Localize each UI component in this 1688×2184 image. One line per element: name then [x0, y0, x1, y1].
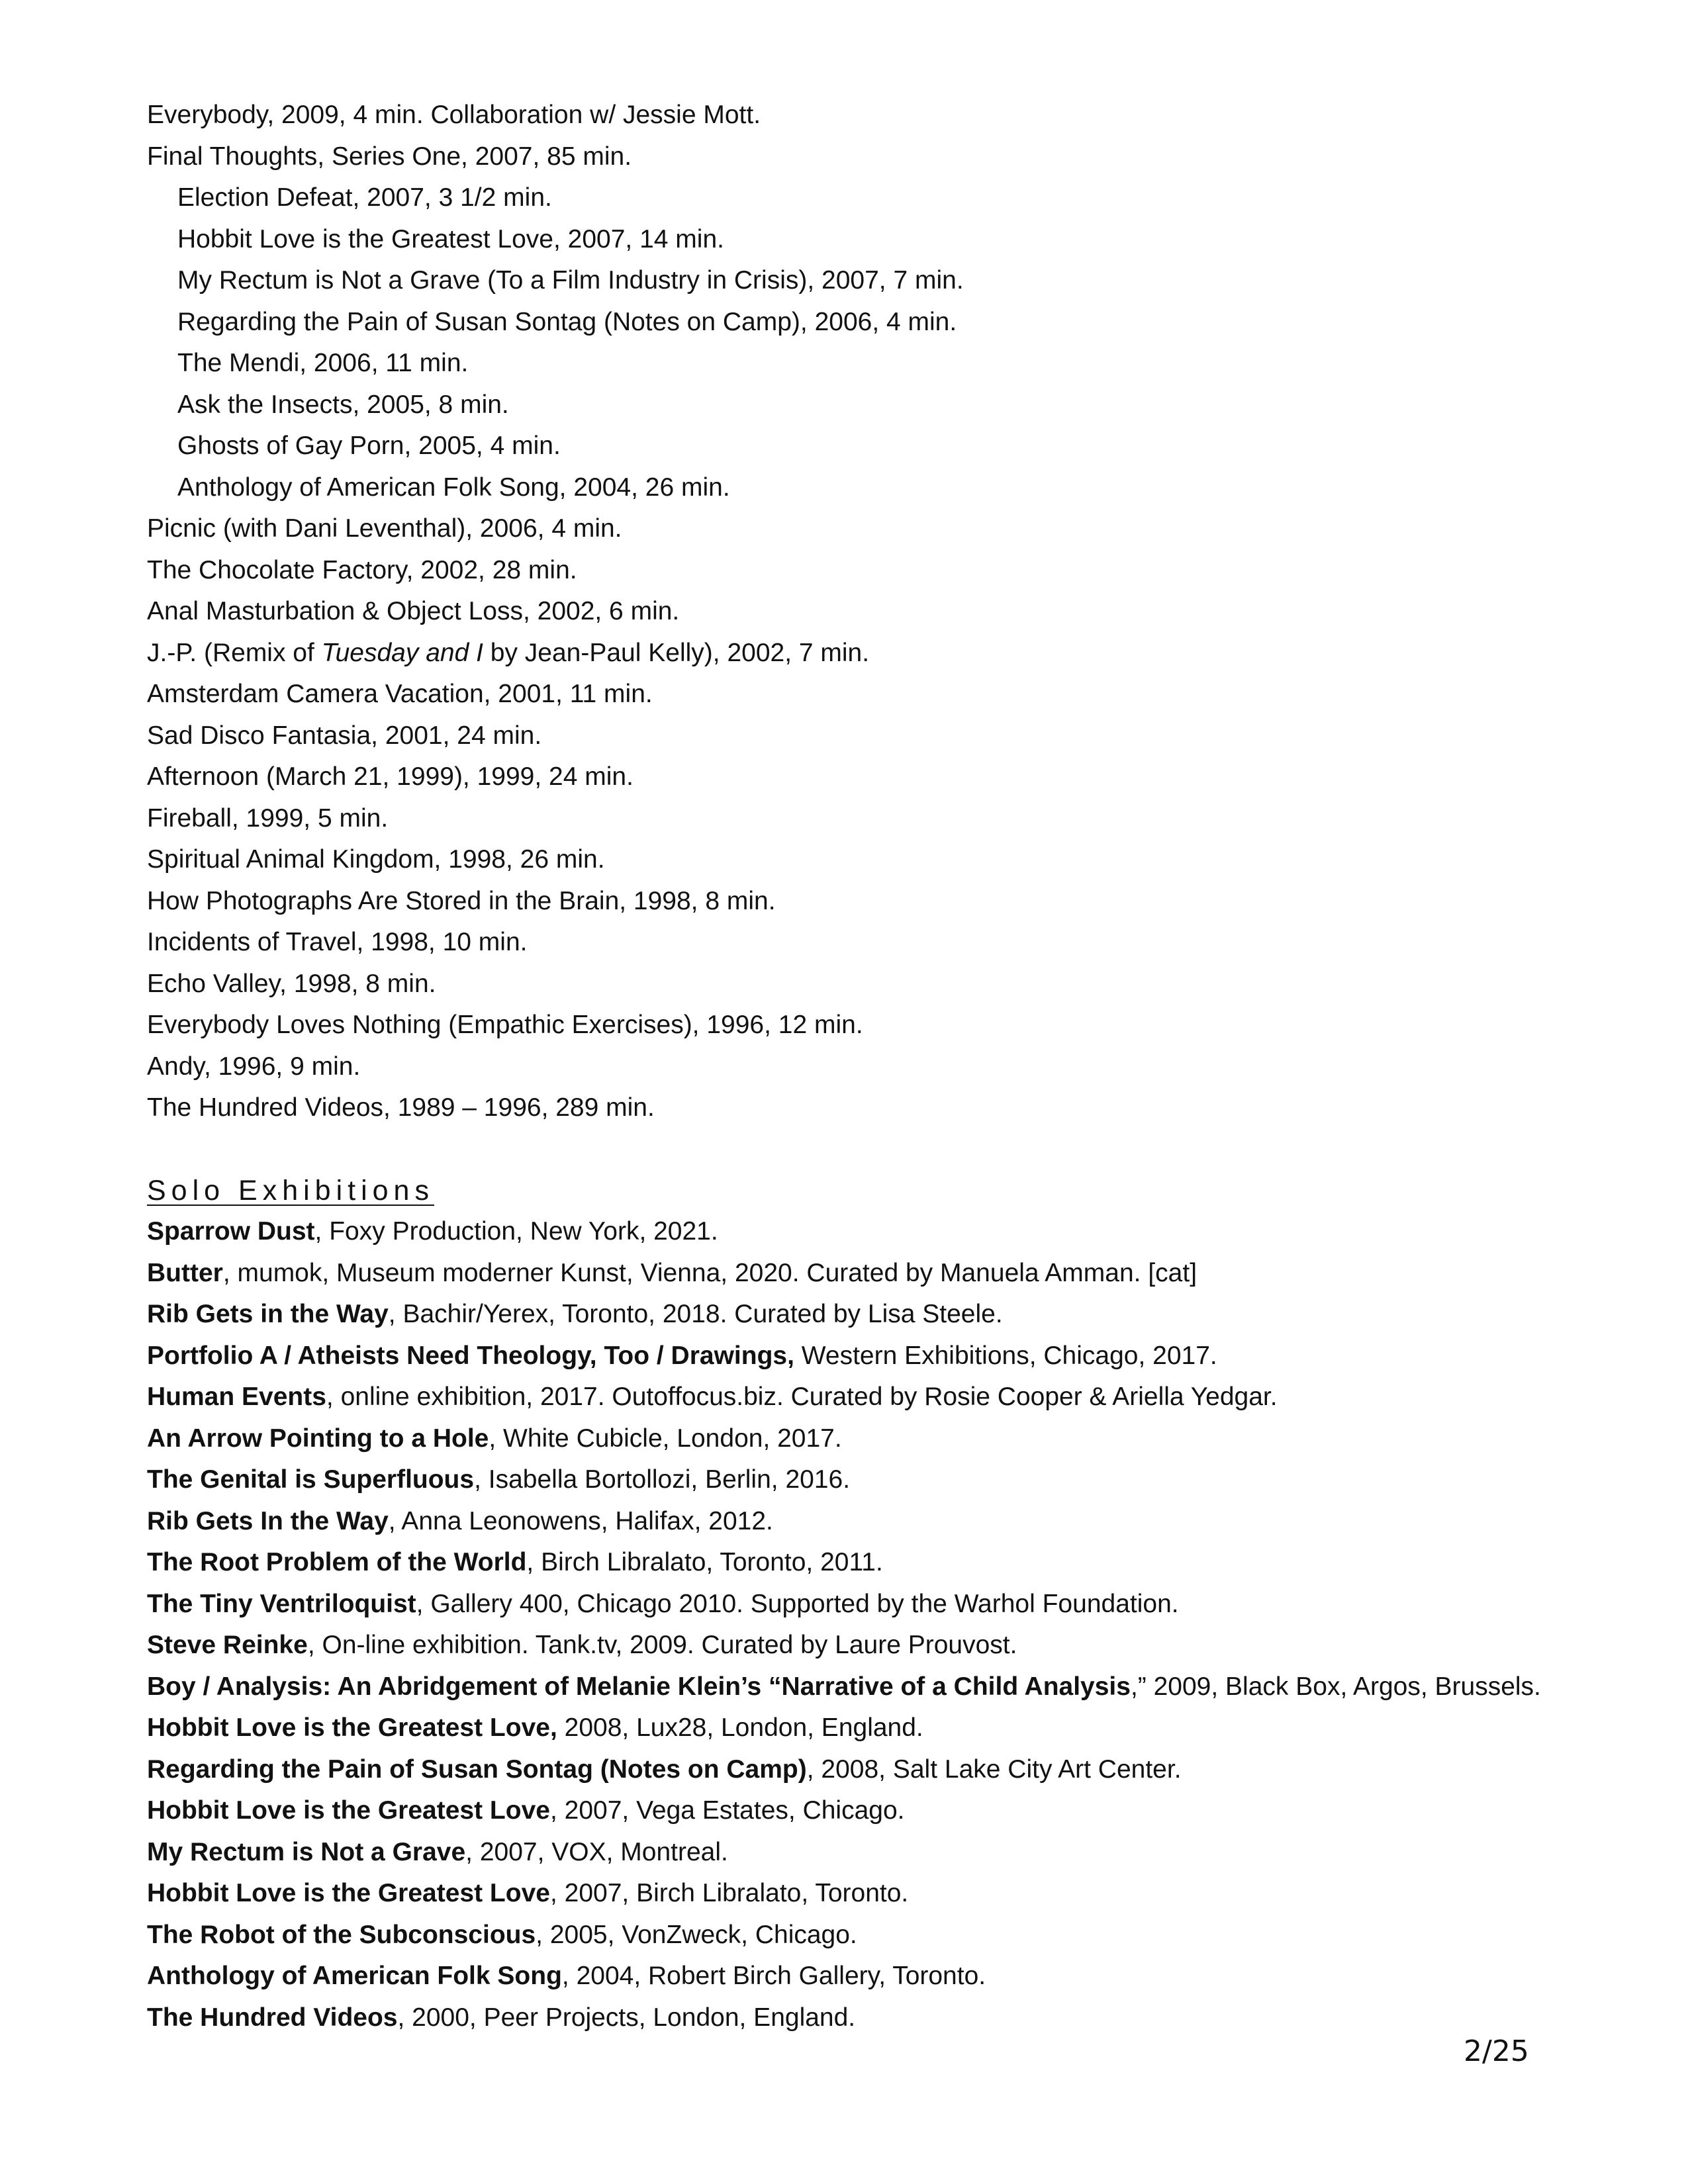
video-entry: Amsterdam Camera Vacation, 2001, 11 min. — [147, 680, 653, 708]
exhibition-details: , 2005, VonZweck, Chicago. — [536, 1920, 857, 1949]
exhibition-title: The Tiny Ventriloquist — [147, 1589, 416, 1618]
video-entry-text: J.-P. (Remix of — [147, 638, 322, 667]
exhibition-details: , 2007, VOX, Montreal. — [465, 1837, 728, 1866]
exhibition-details: , 2004, Robert Birch Gallery, Toronto. — [561, 1962, 986, 1990]
video-entry: Sad Disco Fantasia, 2001, 24 min. — [147, 721, 542, 750]
exhibition-title: Anthology of American Folk Song — [147, 1962, 562, 1990]
exhibition-entry — [147, 1707, 1570, 1749]
exhibition-details: , On-line exhibition. Tank.tv, 2009. Curated by Laure Prouvost. — [307, 1631, 1017, 1659]
exhibition-entry — [147, 1956, 1570, 1997]
video-entry: Anal Masturbation & Object Loss, 2002, 6 min. — [147, 597, 680, 625]
video-entry: Andy, 1996, 9 min. — [147, 1052, 361, 1081]
exhibition-entry — [147, 1915, 1570, 1956]
exhibition-details: Western Exhibitions, Chicago, 2017. — [794, 1341, 1217, 1370]
exhibition-entry — [147, 1501, 1570, 1543]
video-entry: Final Thoughts, Series One, 2007, 85 min. — [147, 142, 632, 171]
video-entry: The Hundred Videos, 1989 – 1996, 289 min. — [147, 1093, 655, 1122]
exhibition-entry — [147, 1873, 1570, 1915]
exhibition-entry — [147, 1749, 1570, 1791]
exhibition-title: Human Events — [147, 1383, 326, 1411]
exhibition-title: The Robot of the Subconscious — [147, 1920, 536, 1949]
solo-exhibitions-list — [147, 1211, 1570, 2038]
exhibition-entry — [147, 1211, 1570, 1253]
exhibition-details: , Anna Leonowens, Halifax, 2012. — [388, 1506, 773, 1535]
exhibition-title: Hobbit Love is the Greatest Love — [147, 1796, 550, 1825]
video-sub-entry: My Rectum is Not a Grave (To a Film Industry in Crisis), 2007, 7 min. — [177, 266, 964, 295]
exhibition-title: Regarding the Pain of Susan Sontag (Notes on Camp) — [147, 1754, 807, 1784]
video-entry: How Photographs Are Stored in the Brain, 1998, 8 min. — [147, 886, 776, 915]
exhibition-details: , mumok, Museum moderner Kunst, Vienna, 2020. Curated by Manuela Amman. [cat] — [222, 1258, 1197, 1287]
exhibition-entry — [147, 1418, 1570, 1460]
exhibition-details: , Isabella Bortollozi, Berlin, 2016. — [474, 1465, 851, 1494]
exhibition-details: , Gallery 400, Chicago 2010. Supported by the Warhol Foundation. — [416, 1589, 1179, 1618]
exhibition-title: My Rectum is Not a Grave — [147, 1837, 466, 1866]
video-entry: Fireball, 1999, 5 min. — [147, 803, 389, 833]
video-entry: Picnic (with Dani Leventhal), 2006, 4 min. — [147, 514, 622, 543]
exhibition-title: Portfolio A / Atheists Need Theology, Too / Drawings, — [147, 1341, 794, 1370]
exhibition-details: 2008, Lux28, London, England. — [557, 1713, 923, 1742]
exhibition-entry — [147, 1625, 1570, 1666]
exhibition-title: Sparrow Dust — [147, 1217, 315, 1246]
document-page — [147, 95, 1570, 2038]
exhibition-title: Rib Gets in the Way — [147, 1300, 389, 1328]
page-number: 2/25 — [1464, 2034, 1529, 2068]
video-entry: Echo Valley, 1998, 8 min. — [147, 969, 436, 998]
video-sub-entry: Ask the Insects, 2005, 8 min. — [177, 390, 509, 419]
exhibition-details: , 2007, Vega Estates, Chicago. — [549, 1796, 905, 1825]
exhibition-title: Hobbit Love is the Greatest Love — [147, 1879, 550, 1907]
exhibition-entry — [147, 1253, 1570, 1295]
section-spacer — [147, 1129, 1570, 1170]
video-sub-entry: Hobbit Love is the Greatest Love, 2007, 14 min. — [177, 224, 724, 253]
exhibition-entry — [147, 1294, 1570, 1336]
exhibition-title: Boy / Analysis: An Abridgement of Melanie Klein’s “Narrative of a Child Analysis — [147, 1672, 1131, 1701]
exhibition-entry — [147, 1336, 1570, 1377]
exhibition-details: , Birch Libralato, Toronto, 2011. — [526, 1548, 883, 1576]
exhibition-title: Steve Reinke — [147, 1631, 308, 1659]
exhibition-title: Hobbit Love is the Greatest Love, — [147, 1713, 557, 1742]
exhibition-details: , 2007, Birch Libralato, Toronto. — [549, 1879, 909, 1907]
exhibition-entry — [147, 1997, 1570, 2039]
video-sub-entry: The Mendi, 2006, 11 min. — [177, 349, 469, 377]
exhibition-details: , Bachir/Yerex, Toronto, 2018. Curated by Lisa Steele. — [388, 1300, 1003, 1328]
exhibition-entry — [147, 1542, 1570, 1584]
video-entry: Incidents of Travel, 1998, 10 min. — [147, 928, 528, 956]
exhibition-title: Rib Gets In the Way — [147, 1506, 389, 1535]
video-entry: Everybody Loves Nothing (Empathic Exercises), 1996, 12 min. — [147, 1011, 863, 1039]
video-entry: Afternoon (March 21, 1999), 1999, 24 min. — [147, 762, 633, 791]
exhibition-details: , White Cubicle, London, 2017. — [489, 1424, 842, 1453]
video-entry: Spiritual Animal Kingdom, 1998, 26 min. — [147, 845, 605, 874]
video-entry: Everybody, 2009, 4 min. Collaboration w/ Jessie Mott. — [147, 101, 761, 129]
video-entry-italic-title: Tuesday and I — [321, 638, 483, 667]
exhibition-entry — [147, 1832, 1570, 1874]
exhibition-entry — [147, 1459, 1570, 1501]
exhibition-details: , 2000, Peer Projects, London, England. — [397, 2003, 856, 2032]
video-sub-entry: Ghosts of Gay Porn, 2005, 4 min. — [177, 432, 561, 460]
video-list — [147, 95, 1570, 1129]
video-entry-text: by Jean-Paul Kelly), 2002, 7 min. — [483, 638, 870, 667]
exhibition-title: Butter — [147, 1258, 223, 1287]
exhibition-entry — [147, 1666, 1570, 1708]
exhibition-entry — [147, 1377, 1570, 1418]
exhibition-title: The Hundred Videos — [147, 2003, 398, 2032]
exhibition-entry — [147, 1790, 1570, 1832]
exhibition-title: An Arrow Pointing to a Hole — [147, 1424, 489, 1453]
video-sub-entry: Election Defeat, 2007, 3 1/2 min. — [177, 183, 552, 212]
exhibition-details: , Foxy Production, New York, 2021. — [314, 1217, 718, 1246]
video-sub-entry: Regarding the Pain of Susan Sontag (Notes on Camp), 2006, 4 min. — [177, 307, 957, 336]
video-entry — [147, 633, 1570, 674]
video-entry: The Chocolate Factory, 2002, 28 min. — [147, 555, 577, 584]
exhibition-title: The Genital is Superfluous — [147, 1465, 475, 1494]
exhibition-details: , online exhibition, 2017. Outoffocus.biz. Curated by Rosie Cooper & Ariella Yedgar. — [326, 1383, 1278, 1411]
exhibition-entry — [147, 1584, 1570, 1625]
video-sub-entry: Anthology of American Folk Song, 2004, 26 min. — [177, 473, 730, 502]
exhibition-details: , 2008, Salt Lake City Art Center. — [806, 1754, 1182, 1784]
exhibition-details: ,” 2009, Black Box, Argos, Brussels. — [1130, 1672, 1541, 1701]
exhibition-title: The Root Problem of the World — [147, 1548, 527, 1576]
section-heading-solo-exhibitions: Solo Exhibitions — [147, 1174, 434, 1206]
